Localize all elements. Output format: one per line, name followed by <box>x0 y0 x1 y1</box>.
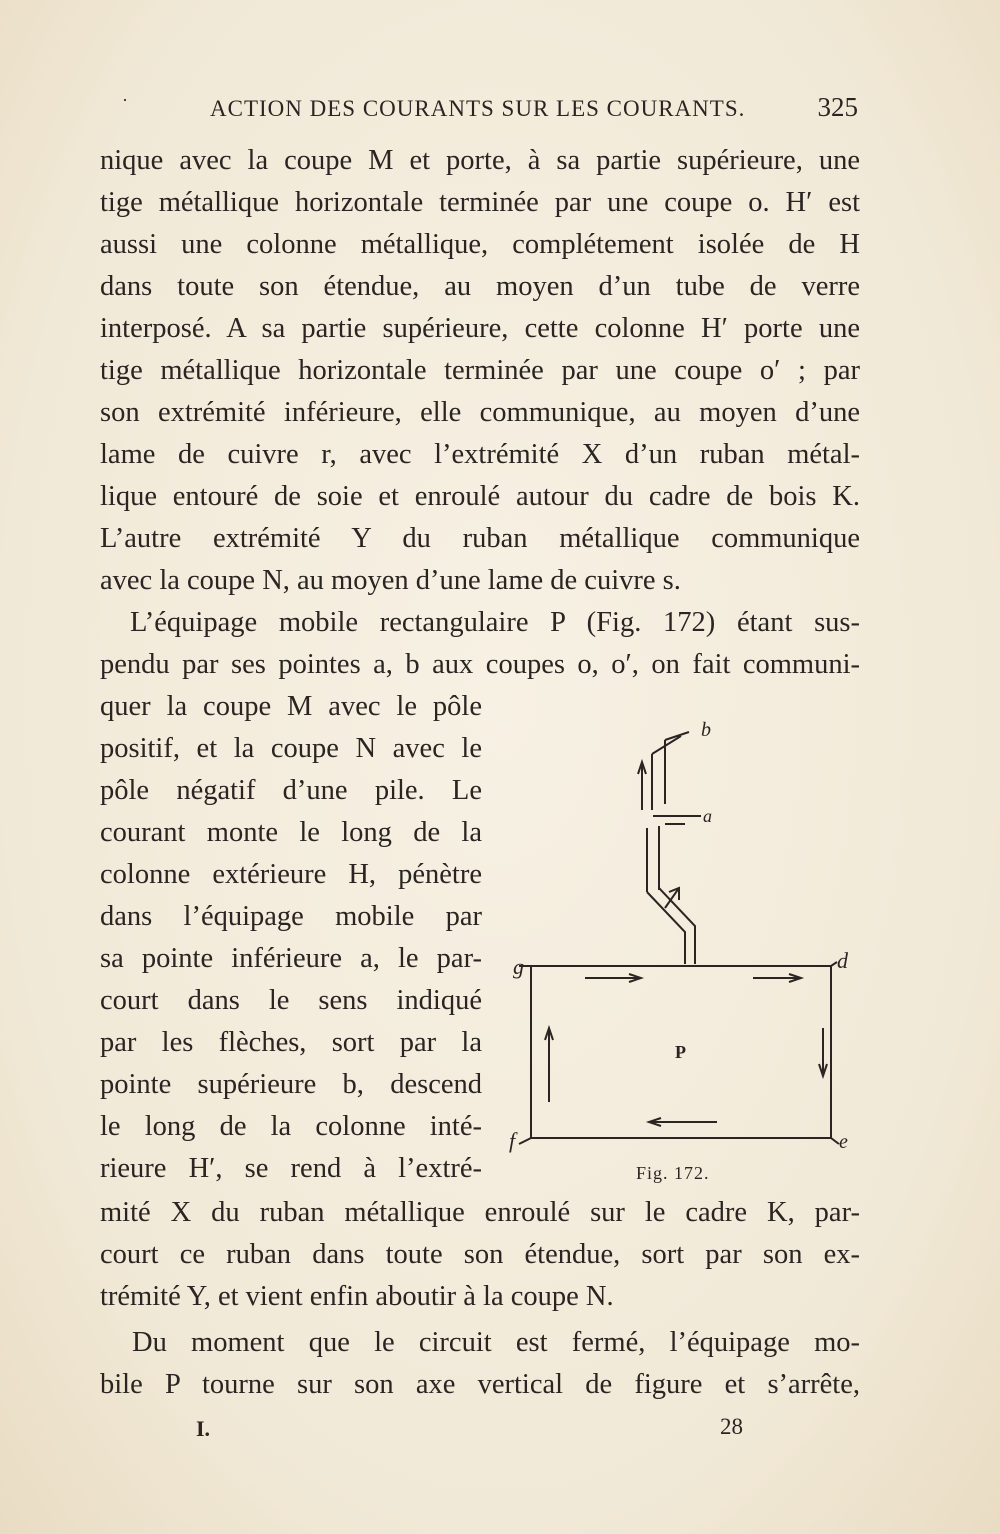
text-line: court ce ruban dans toute son étendue, sort par son ex- <box>100 1239 860 1270</box>
text-line: pointe supérieure b, descend <box>100 1069 482 1100</box>
text-line: quer la coupe M avec le pôle <box>100 691 482 722</box>
text-line: trémité Y, et vient enfin aboutir à la coupe N. <box>100 1281 614 1312</box>
text-line: mité X du ruban métallique enroulé sur le cadre K, par- <box>100 1197 860 1228</box>
text-line: pendu par ses pointes a, b aux coupes o, o′, on fait communi- <box>100 649 860 680</box>
text-line: nique avec la coupe M et porte, à sa partie supérieure, une <box>100 145 860 176</box>
text-line: dans toute son étendue, au moyen d’un tube de verre <box>100 271 860 302</box>
signature-mark: I. <box>196 1416 211 1441</box>
text-line: dans l’équipage mobile par <box>100 901 482 932</box>
text-line: lique entouré de soie et enroulé autour du cadre de bois K. <box>100 481 860 512</box>
text-line: tige métallique horizontale terminée par une coupe o. H′ est <box>100 187 860 218</box>
label-a: a <box>703 806 712 826</box>
text-line: tige métallique horizontale terminée par une coupe o′ ; par <box>100 355 860 386</box>
paragraph-start-line: Du moment que le circuit est fermé, l’équipage mo- <box>132 1327 860 1358</box>
text-line: interposé. A sa partie supérieure, cette colonne H′ porte une <box>100 313 860 344</box>
text-line: le long de la colonne inté- <box>100 1111 482 1142</box>
text-line: aussi une colonne métallique, complétement isolée de H <box>100 229 860 260</box>
header-title: ACTION DES COURANTS SUR LES COURANTS. <box>210 96 746 121</box>
label-d: d <box>837 948 848 973</box>
label-g: g <box>513 954 524 979</box>
text-line: pôle négatif d’une pile. Le <box>100 775 482 806</box>
arrow-right-down <box>819 1028 827 1076</box>
text-line: L’autre extrémité Y du ruban métallique communique <box>100 523 860 554</box>
text-line: positif, et la coupe N avec le <box>100 733 482 764</box>
sheet-number: 28 <box>720 1414 743 1439</box>
arrow-column-up <box>638 762 646 810</box>
upper-column <box>652 732 689 810</box>
middle-column <box>647 816 701 892</box>
text-line: colonne extérieure H, pénètre <box>100 859 482 890</box>
arrow-top-right <box>753 974 801 982</box>
label-b: b <box>701 719 711 741</box>
arrow-left-up <box>545 1028 553 1102</box>
header-mark: · <box>122 90 129 110</box>
text-line: court dans le sens indiqué <box>100 985 482 1016</box>
page-number: 325 <box>817 92 858 122</box>
text-line: par les flèches, sort par la <box>100 1027 482 1058</box>
label-f: f <box>509 1128 516 1153</box>
text-line: avec la coupe N, au moyen d’une lame de cuivre s. <box>100 565 681 596</box>
text-line: son extrémité inférieure, elle communique, au moyen d’une <box>100 397 860 428</box>
label-P: P <box>675 1042 686 1062</box>
text-line: courant monte le long de la <box>100 817 482 848</box>
text-line: rieure H′, se rend à l’extré- <box>100 1153 482 1184</box>
figure-caption: Fig. 172. <box>636 1163 710 1183</box>
arrow-top-left <box>585 974 641 982</box>
text-line: lame de cuivre r, avec l’extrémité X d’un ruban métal- <box>100 439 860 470</box>
paragraph-start-line: L’équipage mobile rectangulaire P (Fig. 172) étant sus- <box>130 607 860 638</box>
figure-172-diagram <box>505 712 865 1192</box>
text-line: bile P tourne sur son axe vertical de figure et s’arrête, <box>100 1369 860 1400</box>
label-e: e <box>839 1131 848 1153</box>
arrow-bottom <box>649 1118 717 1126</box>
text-line: sa pointe inférieure a, le par- <box>100 943 482 974</box>
running-header <box>100 88 860 128</box>
